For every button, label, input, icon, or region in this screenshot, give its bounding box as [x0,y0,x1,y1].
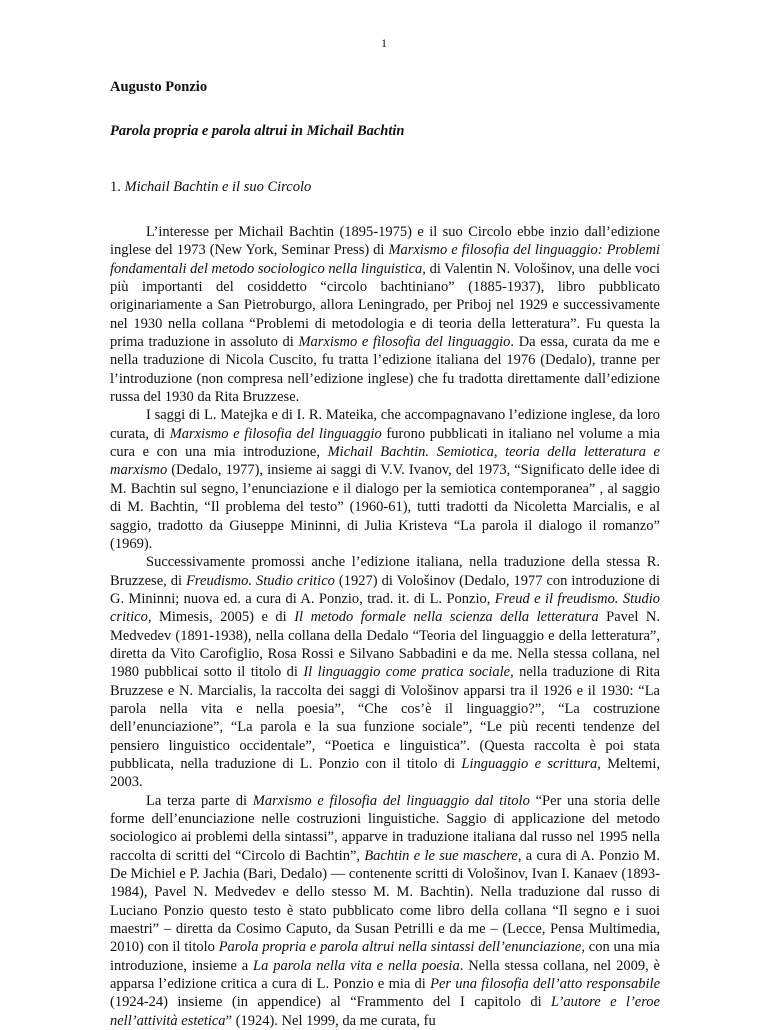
document-title: Parola propria e parola altrui in Michail Bachtin [110,123,405,139]
text-run: Successivamente promossi anche l’edizione italiana, nella traduzione della stessa R. Bruzzese, di [110,554,660,589]
italic-text: La parola nella vita e nella poesia [253,957,460,974]
page-number: 1 [381,36,387,50]
text-run: , Meltemi, 2003. [110,755,660,791]
section-number: 1. [110,179,121,195]
text-run: (1927) di Vološinov (Dedalo, 1977 con introduzione di G. Mininni; nuova ed. a cura di A. Ponzio, trad. it. di L. Ponzio, [110,572,660,607]
italic-text: Marxismo e filosofia del linguaggio [298,334,511,351]
text-run: , Mimesis, 2005) e di [147,609,295,626]
italic-text: Freudismo. Studio critico [186,572,335,589]
text-run: Pavel N. Medvedev (1891-1938), nella collana della Dedalo “Teoria del linguaggio e della letteratura”, diretta da Vito Carofiglio, Rosa Rossi e Silvano Sabbadini e da me. Nella stessa collana, nel 1980 pubblicai sotto il titolo di [110,609,661,681]
text-run: , di Valentin N. Vološinov, una delle voci più importanti del cosiddetto “circolo bachtiniano” (1885-1937), libro pubblicato originariamente a San Pietroburgo, allora Leningrado, per Priboj nel 1929 e successivamente nel 1930 nella collana “Problemi di metodologia e di teoria della letteratura”. Fu questa la prima traduzione in assoluto di [110,260,660,351]
text-run: La terza parte di [146,792,253,809]
text-run: , con una mia introduzione, insieme a [110,939,660,974]
document-body [110,78,660,1030]
italic-text: Il linguaggio come pratica sociale [303,664,511,681]
italic-text: Per una filosofia dell’atto responsabile [430,976,661,993]
section-heading [110,178,660,196]
text-run: I saggi di L. Matejka e di I. R. Mateika, che accompagnavano l’edizione inglese, da loro curata, di [110,407,660,442]
italic-text: Michail Bachtin. Semiotica, teoria della letteratura e marxismo [110,444,660,479]
text-run: L’interesse per Michail Bachtin (1895-1975) e il suo Circolo ebbe inzio dall’edizione inglese del 1973 (New York, Seminar Press) di [110,224,660,259]
italic-text: Marxismo e filosofia del linguaggio: Problemi fondamentali del metodo sociologico nella linguistica [110,242,660,277]
text-run: , nella traduzione di Rita Bruzzese e N. Marcialis, la raccolta dei saggi di Vološinov apparsi tra il 1926 e il 1930: “La parola nella vita e nella poesia”, “Che cos’è il linguaggio?”, “La costruzione dell’enunciazione”, “La parola e la sua funzione sociale”, “Le più recenti tendenze del pensiero linguistico occidentale”, “Poetica e linguistica”. (Questa raccolta è poi stata pubblicata, nella traduzione di L. Ponzio con il titolo di [110,664,661,772]
text-run: . Da essa, curata da me e nella traduzione di Nicola Cuscito, fu tratta l’edizione italiana del 1976 (Dedalo), tranne per l’introduzione (non compresa nell’edizione inglese) che fu tradotta direttamente dall’edizione russa del 1930 da Rita Bruzzese. [110,334,660,406]
paragraph [110,553,660,791]
paragraph [110,406,660,553]
author-name: Augusto Ponzio [110,79,208,95]
italic-text: Marxismo e filosofia del linguaggio [169,425,382,442]
italic-text: Bachtin e le sue maschere [364,847,518,864]
paragraphs [110,223,660,1030]
text-run: ” (1924). Nel 1999, da me curata, fu [225,1012,436,1029]
text-run: (Dedalo, 1977), insieme ai saggi di V.V. Ivanov, del 1973, “Significato delle idee di M. Bachtin sul segno, l’enunciazione e il dialogo per la semiotica contemporanea” , al saggio di M. Bachtin, “Il problema del testo” (1960-61), tutti tradotti da Nicoletta Marcialis, e al saggio, tradotto da Giuseppe Mininni, di Julia Kristeva “La parola il dialogo il romanzo” (1969). [110,462,660,552]
section-title: Michail Bachtin e il suo Circolo [124,179,312,195]
paragraph [110,223,660,406]
italic-text: L’autore e l’eroe nell’attività estetica [110,994,660,1029]
text-run: (1924-24) insieme (in appendice) al “Frammento del I capitolo di [110,994,552,1011]
text-run: “Per una storia delle forme dell’enunciazione nelle costruzioni linguistiche. Saggio di applicazione del metodo sociologico ai problemi della sintassi”, apparve in traduzione italiana dal russo nel 1995 nella raccolta di scritti del “Circolo di Bachtin”, [110,792,660,864]
text-run: , a cura di A. Ponzio M. De Michiel e P. Jachia (Bari, Dedalo) — contenente scritti di Vološinov, Ivan I. Kanaev (1893-1984), Pavel N. Medvedev e dello stesso M. M. Bachtin). Nella traduzione dal russo di Luciano Ponzio questo testo è stato pubblicato come libro della collana “Il segno e i suoi maestri” – diretta da Cosimo Caputo, da Susan Petrilli e da me – (Lecce, Pensa Multimedia, 2010) con il titolo [110,847,661,956]
paragraph [110,792,660,1030]
italic-text: Il metodo formale nella scienza della letteratura [294,609,599,626]
italic-text: Linguaggio e scrittura [461,755,598,772]
italic-text: Marxismo e filosofia del linguaggio dal titolo [252,792,530,809]
text-run: furono pubblicati in italiano nel volume a mia cura e con una mia introduzione, [110,425,660,461]
italic-text: Parola propria e parola altrui nella sintassi dell’enunciazione [218,939,582,956]
text-run: . Nella stessa collana, nel 2009, è apparsa l’edizione critica a cura di L. Ponzio e mia di [110,957,660,993]
italic-text: Freud e il freudismo. Studio critico [110,590,660,626]
